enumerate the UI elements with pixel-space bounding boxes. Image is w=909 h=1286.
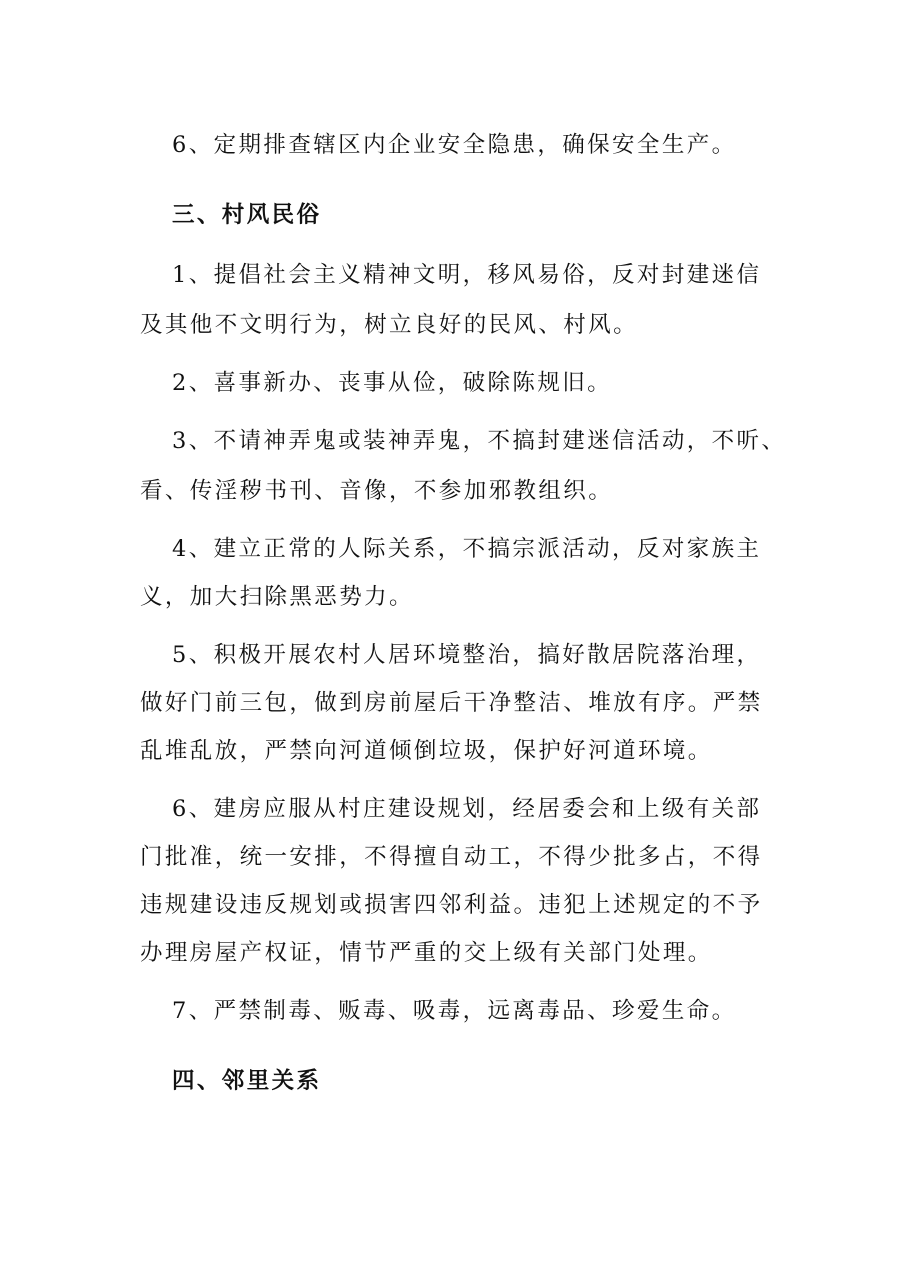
paragraph-customs-item-4-line-2: 义，加大扫除黑恶势力。 [140, 584, 414, 610]
paragraph-customs-item-3-line-1: 3、不请神弄鬼或装神弄鬼，不搞封建迷信活动，不听、 [172, 428, 787, 454]
paragraph-customs-item-7: 7、严禁制毒、贩毒、吸毒，远离毒品、珍爱生命。 [172, 998, 737, 1024]
paragraph-customs-item-6-line-1: 6、建房应服从村庄建设规划，经居委会和上级有关部 [172, 796, 762, 822]
paragraph-customs-item-1-line-1: 1、提倡社会主义精神文明，移风易俗，反对封建迷信 [172, 262, 762, 288]
paragraph-customs-item-5-line-1: 5、积极开展农村人居环境整治，搞好散居院落治理， [172, 642, 762, 668]
paragraph-customs-item-4-line-1: 4、建立正常的人际关系，不搞宗派活动，反对家族主 [172, 536, 762, 562]
paragraph-customs-item-3-line-2: 看、传淫秽书刊、音像，不参加邪教组织。 [140, 478, 614, 504]
paragraph-customs-item-6-line-2: 门批准，统一安排，不得擅自动工，不得少批多占，不得 [140, 844, 763, 870]
paragraph-customs-item-6-line-4: 办理房屋产权证，情节严重的交上级有关部门处理。 [140, 940, 713, 966]
paragraph-customs-item-1-line-2: 及其他不文明行为，树立良好的民风、村风。 [140, 312, 639, 338]
paragraph-customs-item-5-line-3: 乱堆乱放，严禁向河道倾倒垃圾，保护好河道环境。 [140, 738, 713, 764]
paragraph-customs-item-5-line-2: 做好门前三包，做到房前屋后干净整洁、堆放有序。严禁 [140, 690, 763, 716]
section-heading-village-customs: 三、村风民俗 [172, 202, 322, 228]
paragraph-customs-item-2: 2、喜事新办、丧事从俭，破除陈规旧。 [172, 370, 613, 396]
paragraph-customs-item-6-line-3: 违规建设违反规划或损害四邻利益。违犯上述规定的不予 [140, 892, 763, 918]
paragraph-safety-item-6: 6、定期排查辖区内企业安全隐患，确保安全生产。 [172, 132, 737, 158]
section-heading-neighbor-relations: 四、邻里关系 [172, 1068, 322, 1094]
